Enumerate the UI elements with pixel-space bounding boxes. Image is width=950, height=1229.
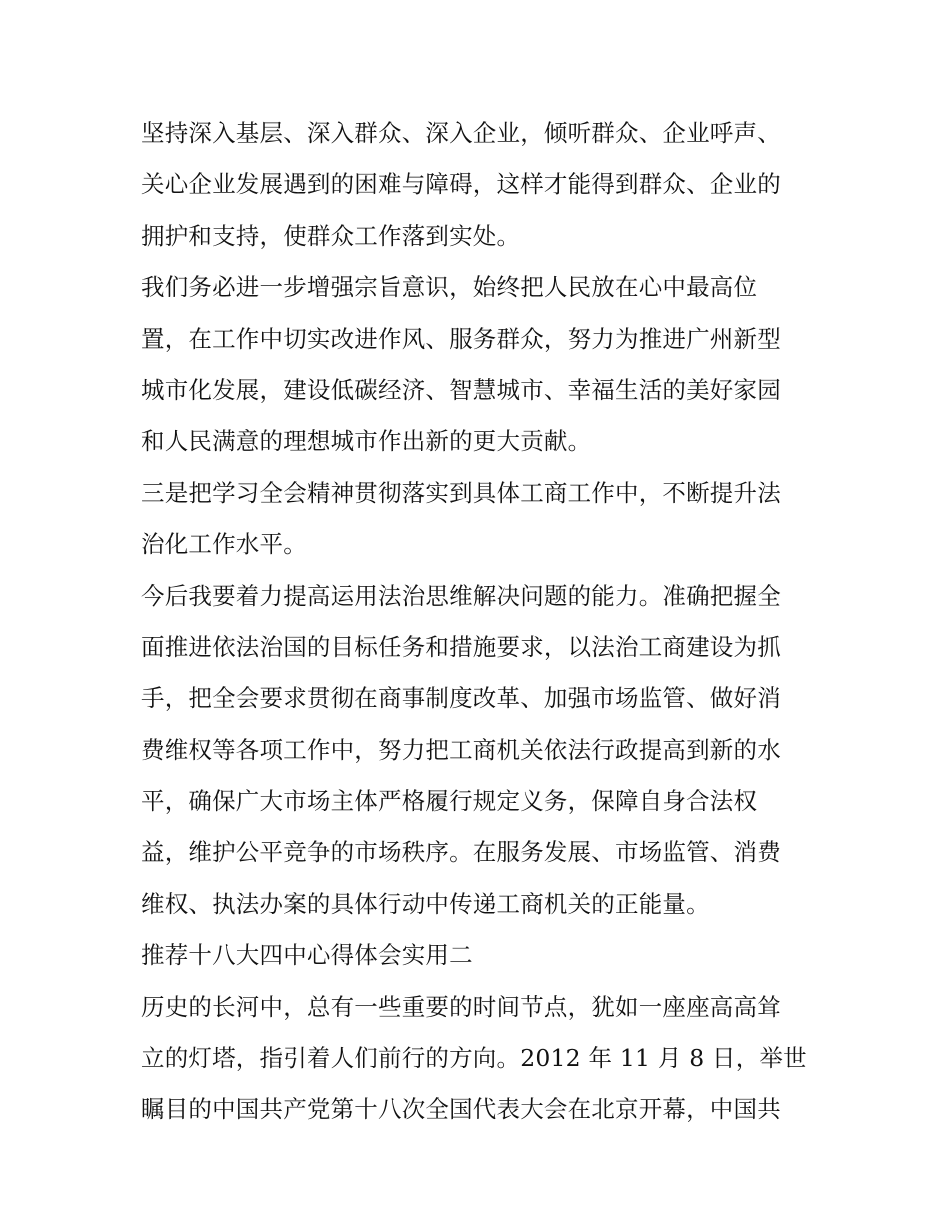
text-line: 面推进依法治国的目标任务和措施要求，以法治工商建设为抓 — [141, 632, 781, 661]
text-line: 治化工作水平。 — [141, 530, 307, 559]
text-line: 手，把全会要求贯彻在商事制度改革、加强市场监管、做好消 — [141, 684, 781, 713]
text-line: 三是把学习全会精神贯彻落实到具体工商工作中，不断提升法 — [141, 478, 781, 507]
text-line: 和人民满意的理想城市作出新的更大贡献。 — [141, 427, 592, 456]
text-line: 关心企业发展遇到的困难与障碍，这样才能得到群众、企业的 — [141, 170, 781, 199]
text-line: 维权、执法办案的具体行动中传递工商机关的正能量。 — [141, 889, 710, 918]
section-heading: 推荐十八大四中心得体会实用二 — [141, 941, 473, 970]
text-line: 坚持深入基层、深入群众、深入企业，倾听群众、企业呼声、 — [141, 119, 781, 147]
text-line: 费维权等各项工作中，努力把工商机关依法行政提高到新的水 — [141, 735, 781, 764]
text-line: 置，在工作中切实改进作风、服务群众，努力为推进广州新型 — [141, 324, 781, 353]
text-line: 我们务必进一步增强宗旨意识，始终把人民放在心中最高位 — [141, 273, 758, 302]
text-line: 平，确保广大市场主体严格履行规定义务，保障自身合法权 — [141, 787, 758, 816]
text-line: 今后我要着力提高运用法治思维解决问题的能力。准确把握全 — [141, 581, 781, 610]
document-body — [141, 108, 821, 1136]
text-line: 历史的长河中，总有一些重要的时间节点，犹如一座座高高耸 — [141, 992, 781, 1021]
text-line: 瞩目的中国共产党第十八次全国代表大会在北京开幕，中国共 — [141, 1095, 781, 1124]
text-line: 益，维护公平竞争的市场秩序。在服务发展、市场监管、消费 — [141, 838, 781, 867]
text-line: 立的灯塔，指引着人们前行的方向。2012 年 11 月 8 日，举世 — [141, 1044, 807, 1073]
text-line: 城市化发展，建设低碳经济、智慧城市、幸福生活的美好家园 — [141, 375, 781, 404]
text-line: 拥护和支持，使群众工作落到实处。 — [141, 221, 521, 250]
